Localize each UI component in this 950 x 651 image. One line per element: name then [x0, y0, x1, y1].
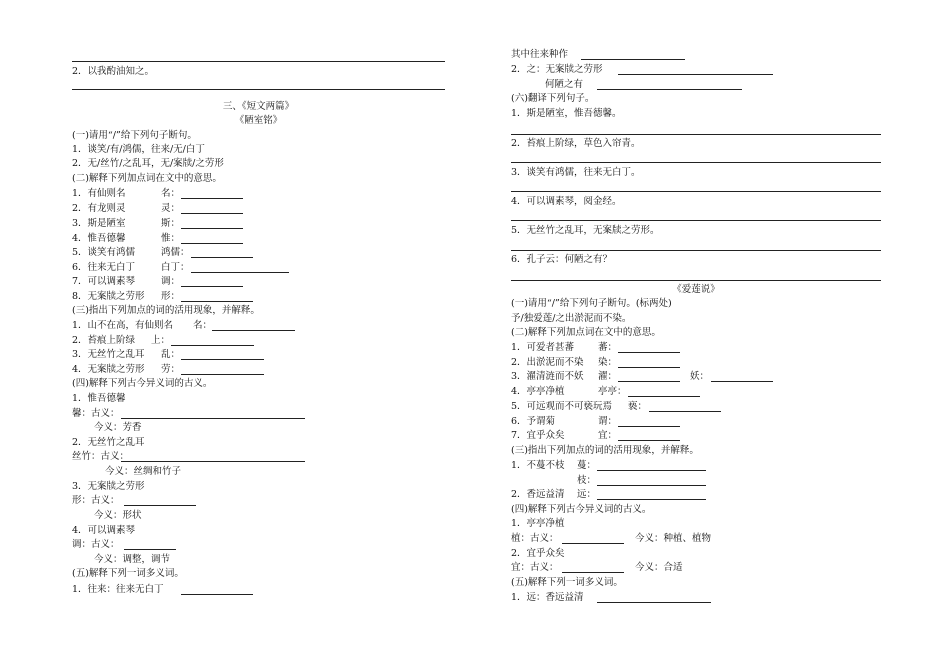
word-label: 亭亭：: [598, 386, 627, 397]
list-item: 6．孔子云：何陋之有？: [511, 254, 613, 265]
list-item: 2．无/丝竹/之乱耳，无/案牍/之劳形: [72, 158, 224, 169]
section-heading: (三)指出下列加点的词的活用现象，并解释。: [511, 445, 699, 456]
modern-meaning: 今义：丝绸和竹子: [105, 466, 182, 477]
list-item: 2．有龙则灵: [72, 203, 126, 214]
word-label: 惟：: [161, 233, 181, 244]
blank-line: [121, 461, 305, 462]
list-item: 5．可远观而不可亵玩焉: [511, 401, 613, 412]
blank-line: [121, 418, 305, 419]
essay-title: 《爱莲说》: [672, 284, 720, 295]
answer-line: [511, 250, 881, 251]
word-label: 蔓：: [577, 460, 597, 471]
blank-line: [618, 352, 680, 353]
word-label: 谓：: [598, 416, 618, 427]
list-item: 4．可以调素琴: [72, 525, 136, 536]
list-item: 1．不蔓不枝: [511, 460, 565, 471]
blank-line: [597, 485, 706, 486]
blank-line: [562, 543, 624, 544]
blank-line: [181, 374, 264, 375]
blank-line: [181, 359, 264, 360]
section-title: 三、《短文两篇》: [222, 101, 295, 112]
list-item: 1．往来：往来无白丁: [72, 584, 164, 595]
modern-meaning: 今义：调整，调节: [94, 554, 171, 565]
list-item: 4．可以调素琴，阅金经。: [511, 196, 622, 207]
blank-line: [597, 499, 706, 500]
list-item: 2．宜乎众矣: [511, 548, 565, 559]
word-label: 馨：古义：: [72, 408, 120, 419]
word-label: 斯：: [161, 218, 181, 229]
word-label: 濯：: [598, 371, 618, 382]
section-heading: (二)解释下列加点词在文中的意思。: [511, 327, 661, 338]
blank-line: [191, 272, 289, 273]
word-label: 灵：: [161, 203, 181, 214]
modern-meaning: 今义：形状: [94, 510, 142, 521]
blank-line: [191, 257, 253, 258]
list-item: 4．惟吾德馨: [72, 233, 126, 244]
blank-line: [181, 594, 253, 595]
blank-line: [618, 426, 680, 427]
list-item: 5．谈笑有鸿儒: [72, 247, 136, 258]
answer-line: [511, 220, 881, 221]
list-item: 1．斯是陋室，惟吾德馨。: [511, 108, 622, 119]
modern-meaning: 今义：合适: [635, 562, 683, 573]
list-item: 1．谈笑/有/鸿儒，往来/无/白丁: [72, 144, 205, 155]
blank-line: [618, 367, 680, 368]
section-heading: (五)解释下列一词多义词。: [72, 568, 184, 579]
section-heading: (四)解释下列古今异义词的古义。: [72, 378, 213, 389]
section-heading: (三)指出下列加点的词的活用现象，并解释。: [72, 305, 260, 316]
section-heading: (一)请用“/”给下列句子断句。: [72, 130, 197, 141]
list-item: 8．无案牍之劳形: [72, 291, 145, 302]
list-item: 4．无案牍之劳形: [72, 364, 145, 375]
answer-line: [72, 61, 445, 62]
section-heading: (四)解释下列古今异义词的古义。: [511, 504, 652, 515]
word-label: 形：古义：: [72, 495, 120, 506]
list-item: 6．往来无白丁: [72, 262, 136, 273]
blank-line: [181, 286, 243, 287]
list-item: 7．宜乎众矣: [511, 430, 565, 441]
word-label: 名：: [193, 320, 213, 331]
answer-line: [511, 280, 881, 281]
blank-line: [618, 381, 680, 382]
list-item: 1．山不在高，有仙则名: [72, 320, 174, 331]
modern-meaning: 今义：芳香: [94, 422, 142, 433]
blank-line: [181, 301, 253, 302]
list-item: 6．予谓菊: [511, 416, 556, 427]
list-item: 1．可爱者甚蕃: [511, 342, 575, 353]
word-label: 调：: [161, 276, 181, 287]
blank-line: [212, 330, 295, 331]
list-item: 7．可以调素琴: [72, 276, 136, 287]
blank-line: [181, 228, 243, 229]
word-label: 亵：: [628, 401, 648, 412]
list-item: 何陋之有: [545, 79, 584, 90]
word-label: 劳：: [161, 364, 181, 375]
list-item: 2．之：无案牍之劳形: [511, 64, 603, 75]
list-item: 4．亭亭净植: [511, 386, 565, 397]
answer-line: [511, 162, 881, 163]
blank-line: [171, 345, 254, 346]
word-label: 上：: [151, 335, 171, 346]
word-label: 远：: [577, 489, 597, 500]
list-item: 3．斯是陋室: [72, 218, 126, 229]
blank-line: [562, 572, 624, 573]
list-item: 2．苔痕上阶绿: [72, 335, 136, 346]
section-heading: (一)请用“/”给下列句子断句。(标两处): [511, 298, 672, 309]
blank-line: [618, 440, 680, 441]
word-label: 宜：: [598, 430, 618, 441]
blank-line: [618, 74, 773, 75]
blank-line: [181, 243, 243, 244]
blank-line: [181, 213, 243, 214]
word-label: 鸿儒：: [161, 247, 190, 258]
word-label: 乱：: [161, 349, 181, 360]
list-item: 5．无丝竹之乱耳，无案牍之劳形。: [511, 225, 660, 236]
list-item: 1．惟吾德馨: [72, 393, 126, 404]
blank-line: [649, 411, 721, 412]
list-item: 1．远：香远益清: [511, 592, 584, 603]
word-label: 名：: [161, 188, 181, 199]
modern-meaning: 今义：种植、植物: [635, 533, 712, 544]
word-label: 形：: [161, 291, 181, 302]
blank-line: [124, 505, 196, 506]
word-label: 宜：古义：: [511, 562, 559, 573]
list-item: 3．濯清涟而不妖: [511, 371, 584, 382]
list-item: 3．无丝竹之乱耳: [72, 349, 145, 360]
question-2: 2．以我酌油知之。: [72, 66, 155, 77]
word-label: 白丁：: [161, 262, 190, 273]
word-label: 枝：: [577, 475, 597, 486]
list-item: 1．亭亭净植: [511, 518, 565, 529]
section-heading: (五)解释下列一词多义词。: [511, 577, 623, 588]
section-heading: (二)解释下列加点词在文中的意思。: [72, 173, 222, 184]
list-item: 3．谈笑有鸿儒，往来无白丁。: [511, 167, 641, 178]
list-item: 2．无丝竹之乱耳: [72, 437, 145, 448]
list-item: 3．无案牍之劳形: [72, 481, 145, 492]
word-label: 调：古义：: [72, 539, 120, 550]
section-heading: (六)翻译下列句子。: [511, 93, 595, 104]
word-label: 染：: [598, 357, 618, 368]
list-item: 1．有仙则名: [72, 188, 126, 199]
answer-line: [72, 89, 445, 90]
list-item: 予/独爱莲/之出淤泥而不染。: [511, 313, 632, 324]
list-item: 2．香远益清: [511, 489, 565, 500]
word-label: 蕃：: [598, 342, 618, 353]
blank-line: [581, 59, 685, 60]
blank-line: [124, 549, 176, 550]
blank-line: [711, 381, 773, 382]
answer-line: [511, 134, 881, 135]
blank-line: [597, 470, 706, 471]
list-item: 2．出淤泥而不染: [511, 357, 584, 368]
list-item: 其中往来种作: [511, 49, 569, 60]
list-item: 2．苔痕上阶绿，草色入帘青。: [511, 138, 641, 149]
blank-line: [597, 602, 711, 603]
word-label: 植：古义：: [511, 533, 559, 544]
essay-title: 《陋室铭》: [234, 115, 283, 126]
blank-line: [597, 89, 742, 90]
blank-line: [628, 396, 700, 397]
word-label: 丝竹：古义：: [72, 451, 130, 462]
blank-line: [181, 198, 243, 199]
answer-line: [511, 191, 881, 192]
word-label: 妖：: [690, 371, 710, 382]
